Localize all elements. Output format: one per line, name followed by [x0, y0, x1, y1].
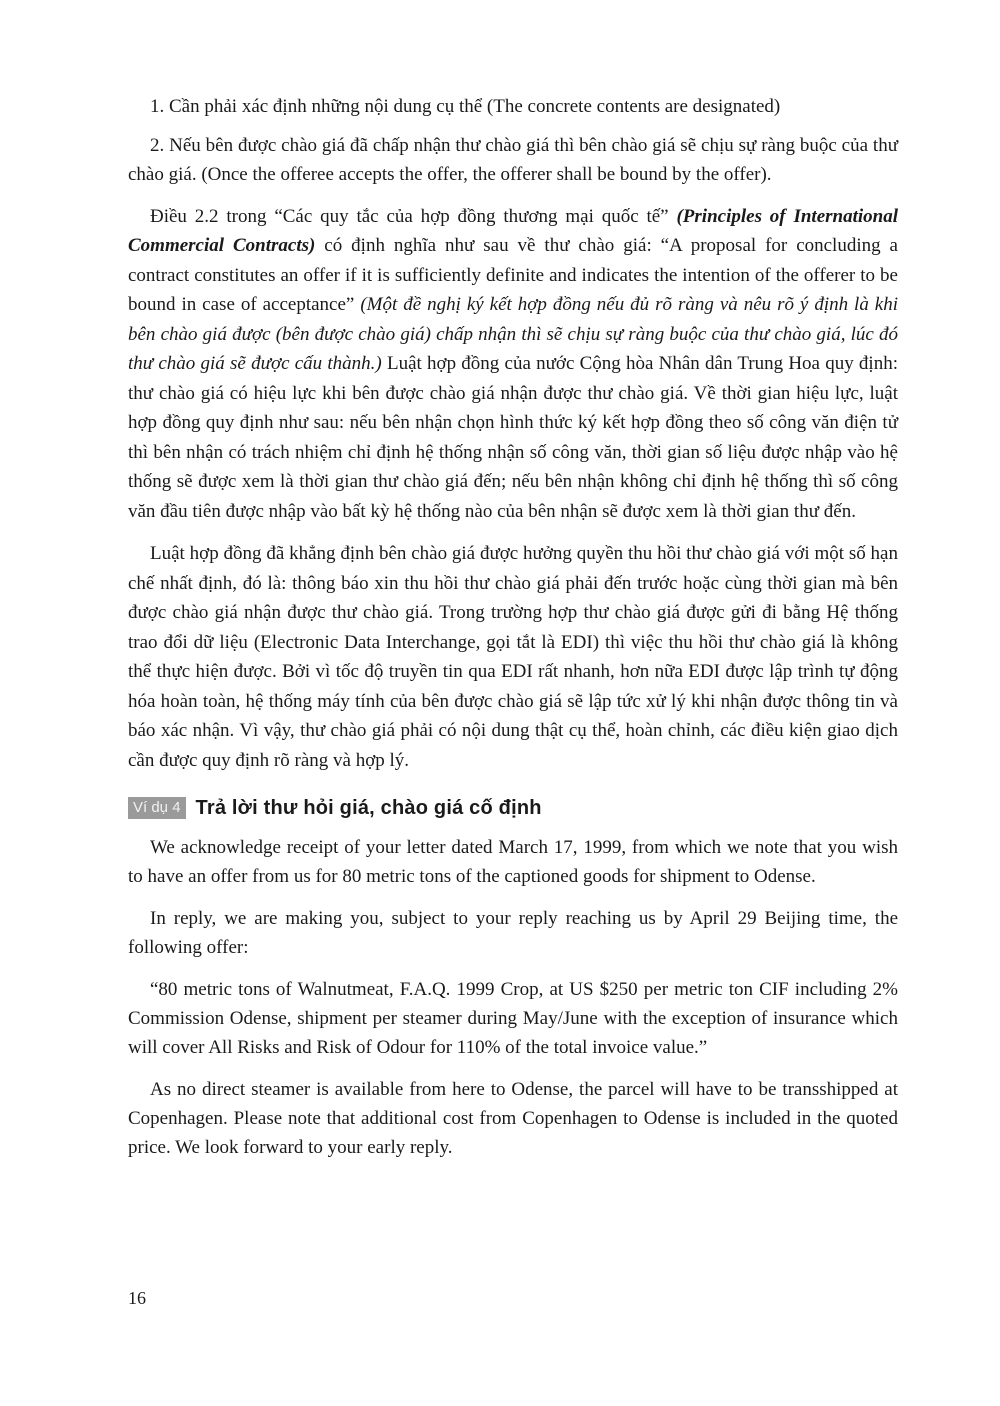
- list-item-1: 1. Cần phải xác định những nội dung cụ thể (The concrete contents are designated): [150, 96, 781, 117]
- revocation-paragraph: Luật hợp đồng đã khẳng định bên chào giá được hưởng quyền thu hồi thư chào giá với một số hạn chế nhất định, đó là: thông báo xin thu hồi thư chào giá phải đến trước hoặc cùng thời gian mà bên được chào giá nhận được thư chào giá. Trong trường hợp thư chào giá được gửi đi bằng Hệ thống trao đổi dữ liệu (Electronic Data Interchange, gọi tắt là EDI) thì việc thu hồi thư chào giá là không thể thực hiện được. Bởi vì tốc độ truyền tin qua EDI rất nhanh, hơn nữa EDI được lập trình tự động hóa hoàn toàn, hệ thống máy tính của bên được chào giá sẽ lập tức xử lý khi nhận được thông tin và báo xác nhận. Vì vậy, thư chào giá phải có nội dung thật cụ thể, hoàn chỉnh, các điều kiện giao dịch cần được quy định rõ ràng và hợp lý.: [128, 543, 898, 771]
- page-content: [128, 92, 898, 1175]
- list-item-2: 2. Nếu bên được chào giá đã chấp nhận thư chào giá thì bên chào giá sẽ chịu sự ràng buộc của thư chào giá. (Once the offeree accepts the offer, the offerer shall be bound by the offer).: [128, 134, 898, 185]
- example-heading: [128, 793, 898, 823]
- article-paragraph: [128, 202, 898, 527]
- article-source-title: (Principles of International Commercial Contracts): [128, 205, 899, 256]
- article-suffix: Luật hợp đồng của nước Cộng hòa Nhân dân Trung Hoa quy định: thư chào giá có hiệu lực khi bên được chào giá nhận được thư chào giá. Về thời gian hiệu lực, luật hợp đồng quy định như sau: nếu bên nhận chọn hình thức ký kết hợp đồng theo số công văn điện tử thì bên nhận có trách nhiệm chỉ định hệ thống nhận số công văn, thời gian số liệu được nhập vào hệ thống sẽ được xem là thời gian thư chào giá đến; nếu bên nhận không chỉ định hệ thống thì số công văn đầu tiên được nhập vào bất kỳ hệ thống nào của bên nhận sẽ được xem là thời gian thư đến.: [128, 353, 898, 522]
- letter-paragraph-2: In reply, we are making you, subject to your reply reaching us by April 29 Beijing time, the following offer:: [128, 908, 898, 958]
- example-tag: Ví dụ 4: [128, 797, 186, 819]
- example-title: Trả lời thư hỏi giá, chào giá cố định: [195, 797, 542, 819]
- article-translation: (Một đề nghị ký kết hợp đồng nếu đủ rõ ràng và nêu rõ ý định là khi bên chào giá được (bên được chào giá) chấp nhận thì sẽ chịu sự ràng buộc của thư chào giá, lúc đó thư chào giá sẽ được cấu thành.): [128, 294, 898, 374]
- letter-paragraph-4: As no direct steamer is available from here to Odense, the parcel will have to be transshipped at Copenhagen. Please note that additional cost from Copenhagen to Odense is included in the quoted price. We look forward to your early reply.: [128, 1079, 898, 1158]
- letter-paragraph-3: “80 metric tons of Walnutmeat, F.A.Q. 1999 Crop, at US $250 per metric ton CIF including 2% Commission Odense, shipment per steamer during May/June with the exception of insurance which will cover All Risks and Risk of Odour for 110% of the total invoice value.”: [128, 979, 898, 1058]
- page-number: 16: [128, 1288, 146, 1308]
- article-prefix: Điều 2.2 trong “Các quy tắc của hợp đồng thương mại quốc tế”: [150, 205, 677, 227]
- letter-paragraph-1: We acknowledge receipt of your letter dated March 17, 1999, from which we note that you wish to have an offer from us for 80 metric tons of the captioned goods for shipment to Odense.: [128, 837, 898, 887]
- article-definition: có định nghĩa như sau về thư chào giá: “A proposal for concluding a contract constitutes an offer if it is sufficiently definite and indicates the intention of the offerer to be bound in case of acceptance”: [128, 235, 898, 315]
